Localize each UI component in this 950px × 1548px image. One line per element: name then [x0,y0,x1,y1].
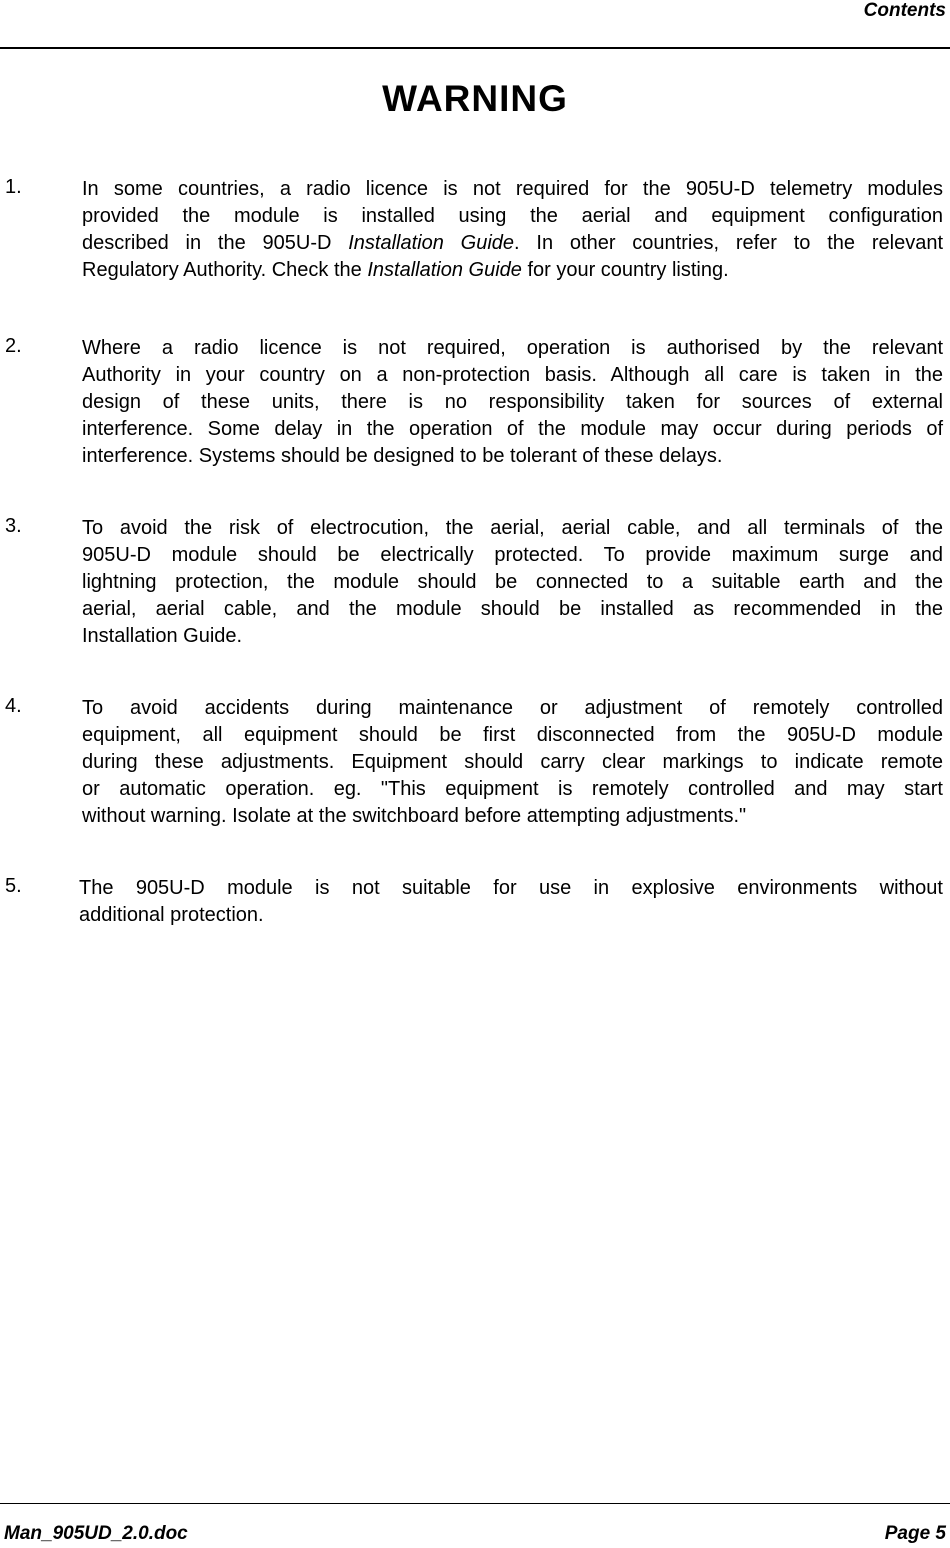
item-text [79,875,943,929]
text-line [79,875,943,902]
text-line [82,515,943,542]
text-segment: 905U-D module should be electrically protected. To provide maximum surge and [82,544,943,566]
header-rule [0,47,950,49]
text-segment: during these adjustments. Equipment should carry clear markings to indicate remote [82,751,943,773]
text-line [82,389,943,416]
item-text [82,335,943,470]
text-line [82,623,943,650]
text-segment: design of these units, there is no responsibility taken for sources of external [82,391,943,413]
text-line [82,176,943,203]
item-text [82,176,943,284]
text-segment: The 905U-D module is not suitable for use in explosive environments without [79,877,943,899]
item-text [82,515,943,650]
text-segment: In some countries, a radio licence is not required for the 905U-D telemetry modules [82,178,943,200]
text-line [82,749,943,776]
text-segment: interference. Some delay in the operation of the module may occur during periods of [82,418,943,440]
footer-doc-name: Man_905UD_2.0.doc [4,1523,188,1544]
text-segment: interference. Systems should be designed to be tolerant of these delays. [82,445,723,467]
item-text [82,695,943,830]
text-segment: additional protection. [79,904,264,926]
text-line [82,542,943,569]
footer-page-number: Page 5 [884,1523,946,1544]
text-line [82,803,943,830]
text-line [82,362,943,389]
text-segment: aerial, aerial cable, and the module should be installed as recommended in the [82,598,943,620]
text-segment: for your country listing. [521,259,729,281]
item-number: 3. [5,515,22,537]
text-line [82,335,943,362]
footer-rule [0,1503,950,1504]
text-line [82,443,943,470]
item-number: 5. [5,875,22,897]
italic-reference: Installation Guide [367,259,522,281]
text-segment: To avoid accidents during maintenance or adjustment of remotely controlled [82,697,943,719]
text-segment: Regulatory Authority. Check the [82,259,368,281]
text-line [82,776,943,803]
text-line [82,257,943,284]
text-line [82,416,943,443]
text-line [82,722,943,749]
text-line [82,695,943,722]
text-segment: or automatic operation. eg. "This equipment is remotely controlled and may start [82,778,943,800]
text-line [82,569,943,596]
item-number: 2. [5,335,22,357]
text-segment: Where a radio licence is not required, operation is authorised by the relevant [82,337,943,359]
italic-reference: Installation Guide [348,232,515,254]
text-segment: equipment, all equipment should be first disconnected from the 905U-D module [82,724,943,746]
text-line [82,203,943,230]
text-segment: . In other countries, refer to the relevant [514,232,944,254]
text-segment: lightning protection, the module should be connected to a suitable earth and the [82,571,943,593]
item-number: 1. [5,176,22,198]
page-title: WARNING [382,78,568,119]
text-segment: described in the 905U-D [82,232,349,254]
text-line [82,596,943,623]
text-line [82,230,943,257]
text-segment: To avoid the risk of electrocution, the aerial, aerial cable, and all terminals of the [82,517,943,539]
text-segment: without warning. Isolate at the switchboard before attempting adjustments." [82,805,747,827]
text-segment: Authority in your country on a non-protection basis. Although all care is taken in the [82,364,943,386]
item-number: 4. [5,695,22,717]
text-segment: provided the module is installed using the aerial and equipment configuration [82,205,943,227]
text-segment: Installation Guide. [82,625,243,647]
text-line [79,902,943,929]
header-section-title: Contents [863,0,946,21]
